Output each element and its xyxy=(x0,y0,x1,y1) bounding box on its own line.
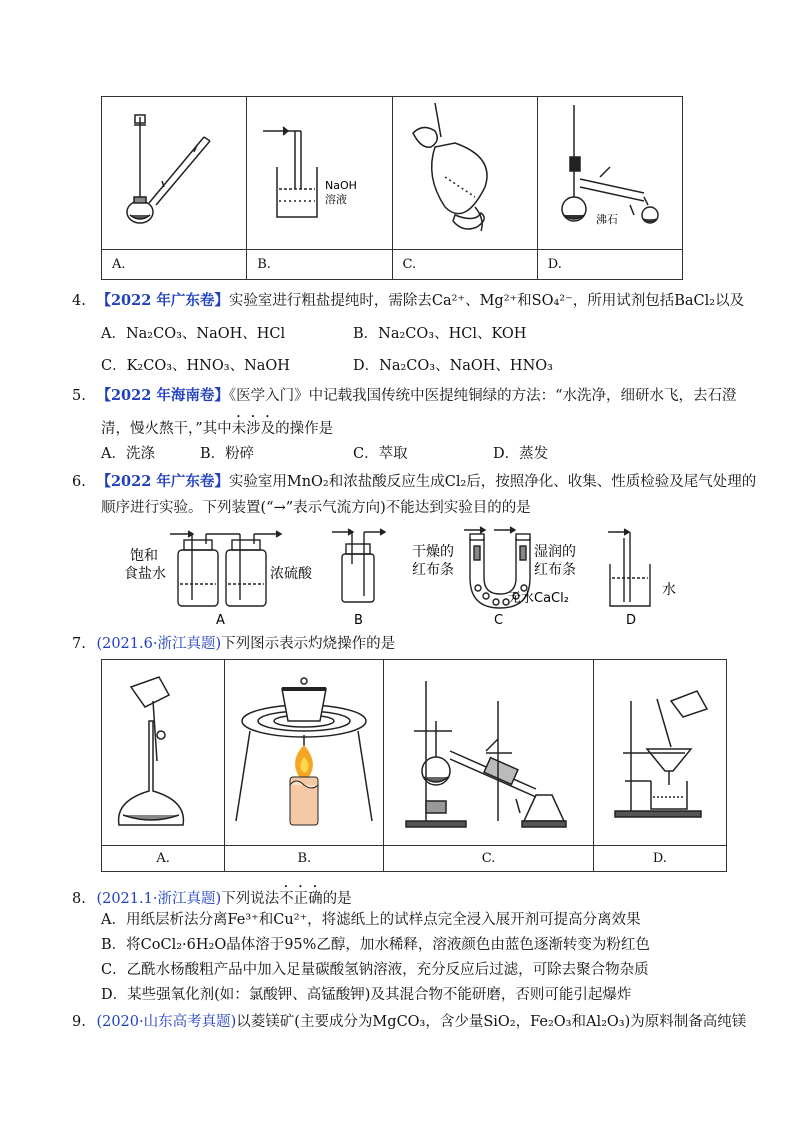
question-source: 【2022 年海南卷】 xyxy=(96,387,229,404)
dry-label: 干燥的 xyxy=(412,544,454,560)
emphasis-dotted-text: 未涉及 xyxy=(231,421,276,437)
question-number: 4. xyxy=(72,293,86,309)
water-label: 水 xyxy=(662,582,676,598)
q6-stem-line2: 顺序进行实验。下列装置(“→”表示气流方向)不能达到实验目的的是 xyxy=(101,500,531,516)
q8-option-b: B．将CoCl₂·6H₂O晶体溶于95%乙醇，加水稀释，溶液颜色由蓝色逐渐转变为粉红色 xyxy=(101,937,650,953)
fig-label-c: C xyxy=(494,613,504,628)
question-source: 【2022 年广东卷】 xyxy=(96,292,229,309)
question-text: 实验室用MnO₂和浓盐酸反应生成Cl₂后，按照净化、收集、性质检验及尾气处理的 xyxy=(228,474,757,490)
fig-label-b: B. xyxy=(247,250,392,280)
question-source: 【2022 年广东卷】 xyxy=(96,473,229,490)
question-text: 的操作是 xyxy=(275,421,334,437)
q7-figure-table xyxy=(101,659,727,872)
fig-label-a: A xyxy=(216,613,225,628)
red-cloth-label-1: 红布条 xyxy=(412,562,454,578)
q8-stem xyxy=(72,883,352,909)
q5-option-a: A．洗涤 xyxy=(101,446,155,462)
question-text: 的是 xyxy=(322,891,352,907)
fig-label-c: C. xyxy=(392,250,537,280)
q8-option-a: A．用纸层析法分离Fe³⁺和Cu²⁺，将滤纸上的试样点完全浸入展开剂可提高分离效果 xyxy=(101,912,641,928)
q8-option-c: C．乙酰水杨酸粗产品中加入足量碳酸氢钠溶液，充分反应后过滤，可除去聚合物杂质 xyxy=(101,962,649,978)
sulfuric-acid-label: 浓硫酸 xyxy=(270,566,312,582)
fig-c-distillation-setup xyxy=(384,660,593,846)
moist-label: 湿润的 xyxy=(534,544,576,560)
question-source: (2021.6·浙江真题) xyxy=(96,636,222,652)
q6-apparatus-figure xyxy=(124,524,710,630)
question-text: 下列图示表示灼烧操作的是 xyxy=(221,636,396,652)
fig-label-d: D. xyxy=(593,846,726,872)
question-source: (2020·山东高考真题) xyxy=(96,1014,237,1030)
cacl2-label: 无水CaCl₂ xyxy=(508,591,569,606)
q4-option-d: D．Na₂CO₃、NaOH、HNO₃ xyxy=(353,358,553,374)
fig-label-c: C. xyxy=(384,846,593,872)
question-number: 6. xyxy=(72,474,86,490)
question-number: 8. xyxy=(72,891,86,907)
naoh-label: NaOH xyxy=(325,179,358,192)
q6-stem-line1 xyxy=(72,472,756,492)
question-number: 5. xyxy=(72,388,86,404)
q7-stem xyxy=(72,634,395,654)
brine-label: 食盐水 xyxy=(124,566,166,582)
question-text: 下列说法 xyxy=(221,891,280,907)
q5-stem-line1 xyxy=(72,386,737,406)
fig-label-d: D xyxy=(626,613,637,628)
question-source: (2021.1·浙江真题) xyxy=(96,891,222,907)
fig-d-filtration xyxy=(593,660,726,846)
question-text: 清，慢火熬干，”其中 xyxy=(101,421,232,437)
fig-b-crucible-flame xyxy=(225,660,384,846)
q8-option-d: D．某些强氧化剂(如：氯酸钾、高锰酸钾)及其混合物不能研磨，否则可能引起爆炸 xyxy=(101,987,632,1003)
fig-a-reflux xyxy=(102,97,247,250)
fig-label-a: A. xyxy=(102,846,225,872)
emphasis-dotted-text: 不正确 xyxy=(279,891,323,907)
top-figure-table xyxy=(101,96,683,280)
boiling-chip-label: 沸石 xyxy=(595,213,618,226)
question-number: 7. xyxy=(72,636,86,652)
question-number: 9. xyxy=(72,1014,86,1030)
fig-b-naoh-beaker xyxy=(247,97,392,250)
q4-option-a: A．Na₂CO₃、NaOH、HCl xyxy=(101,326,286,342)
question-text: 实验室进行粗盐提纯时，需除去Ca²⁺、Mg²⁺和SO₄²⁻，所用试剂包括BaCl₂以及 xyxy=(228,293,745,309)
question-text: 《医学入门》中记载我国传统中医提纯铜绿的方法：“水洗净，细研水飞，去石澄 xyxy=(228,388,737,404)
q5-option-d: D．蒸发 xyxy=(493,446,549,462)
q4-option-b: B．Na₂CO₃、HCl、KOH xyxy=(353,326,527,342)
fig-label-b: B. xyxy=(225,846,384,872)
fig-label-a: A. xyxy=(102,250,247,280)
solution-label: 溶液 xyxy=(325,193,348,206)
q4-option-c: C．K₂CO₃、HNO₃、NaOH xyxy=(101,358,290,374)
q5-option-c: C．萃取 xyxy=(353,446,408,462)
saturated-label: 饱和 xyxy=(130,548,158,564)
fig-a-volumetric-flask xyxy=(102,660,225,846)
q5-option-b: B．粉碎 xyxy=(200,446,255,462)
q4-stem xyxy=(72,291,744,311)
fig-d-distillation xyxy=(537,97,682,250)
fig-label-b: B xyxy=(354,613,363,628)
question-text: 以菱镁矿(主要成分为MgCO₃，含少量SiO₂，Fe₂O₃和Al₂O₃)为原料制备高纯镁 xyxy=(236,1014,747,1030)
fig-c-separatory-funnel xyxy=(392,97,537,250)
fig-label-d: D. xyxy=(537,250,682,280)
q9-stem xyxy=(72,1012,746,1032)
red-cloth-label-2: 红布条 xyxy=(534,562,576,578)
q5-stem-line2 xyxy=(101,413,333,439)
